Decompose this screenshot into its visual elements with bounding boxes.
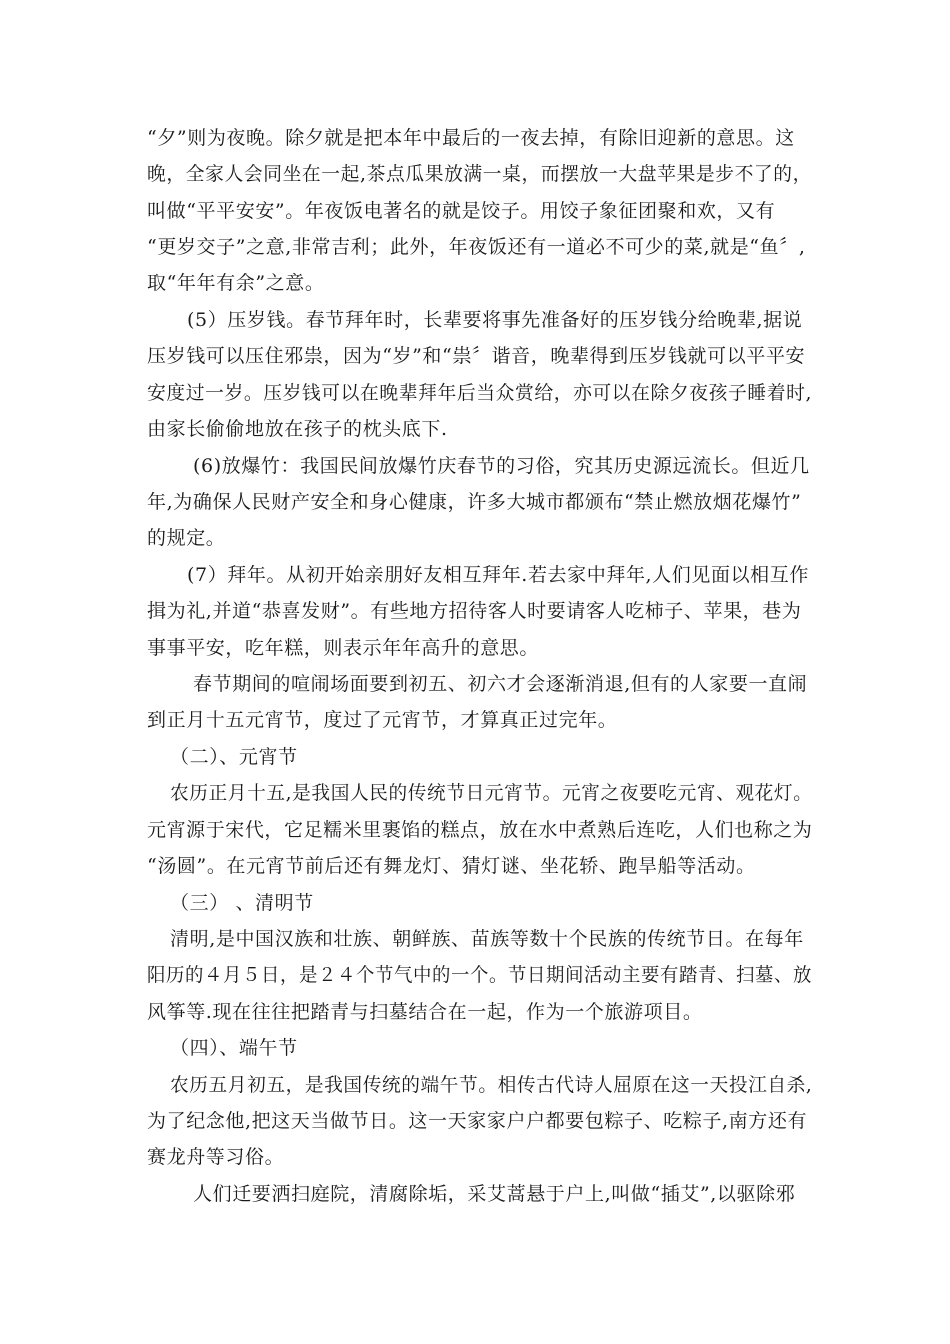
text-line: “汤圆”。在元宵节前后还有舞龙灯、猜灯谜、坐花轿、跑旱船等活动。 bbox=[147, 855, 756, 877]
text-line: “夕”则为夜晚。除夕就是把本年中最后的一夜去掉，有除旧迎新的意思。这 bbox=[147, 127, 795, 149]
paragraph-start: (5）压岁钱。春节拜年时，长辈要将事先准备好的压岁钱分给晚辈,据说 bbox=[187, 309, 803, 331]
paragraph-start: 春节期间的喧闹场面要到初五、初六才会逐渐消退,但有的人家要一直闹 bbox=[193, 673, 808, 695]
text-line: 取“年年有余”之意。 bbox=[147, 272, 325, 294]
text-line: 安度过一岁。压岁钱可以在晚辈拜年后当众赏给，亦可以在除夕夜孩子睡着时, bbox=[147, 382, 813, 404]
text-line: 阳历的４月５日，是２４个节气中的一个。节日期间活动主要有踏青、扫墓、放 bbox=[147, 964, 813, 986]
section-heading: （四）、端午节 bbox=[170, 1037, 298, 1059]
text-line: 事事平安，吃年糕，则表示年年高升的意思。 bbox=[147, 637, 540, 659]
section-heading: （二）、元宵节 bbox=[170, 746, 298, 768]
section-heading: （三） 、清明节 bbox=[170, 892, 314, 914]
paragraph-start: 农历五月初五，是我国传统的端午节。相传古代诗人屈原在这一天投江自杀, bbox=[170, 1074, 813, 1096]
text-line: 压岁钱可以压住邪祟，因为“岁”和“祟〞谐音，晚辈得到压岁钱就可以平平安 bbox=[147, 345, 806, 367]
text-line: 风筝等.现在往往把踏青与扫墓结合在一起，作为一个旅游项目。 bbox=[147, 1001, 703, 1023]
text-line: 的规定。 bbox=[147, 527, 226, 549]
text-line: 揖为礼,并道“恭喜发财”。有些地方招待客人时要请客人吃柿子、苹果，巷为 bbox=[147, 600, 802, 622]
text-line: 晚，全家人会同坐在一起,茶点瓜果放满一桌，而摆放一大盘苹果是步不了的， bbox=[147, 163, 813, 185]
text-line: 元宵源于宋代，它足糯米里裹馅的糕点，放在水中煮熟后连吃，人们也称之为 bbox=[147, 819, 813, 841]
text-line: 年,为确保人民财产安全和身心健康，许多大城市都颁布“禁止燃放烟花爆竹” bbox=[147, 491, 802, 513]
text-line: 为了纪念他,把这天当做节日。这一天家家户户都要包粽子、吃粽子,南方还有 bbox=[147, 1110, 808, 1132]
paragraph-start: 人们迁要洒扫庭院，清腐除垢，采艾蒿悬于户上,叫做“插艾”,以驱除邪 bbox=[193, 1183, 796, 1205]
text-line: 由家长偷偷地放在孩子的枕头底下. bbox=[147, 418, 448, 440]
paragraph-start: 农历正月十五,是我国人民的传统节日元宵节。元宵之夜要吃元宵、观花灯。 bbox=[170, 782, 813, 804]
paragraph-start: 清明,是中国汉族和壮族、朝鲜族、苗族等数十个民族的传统节日。在每年 bbox=[170, 928, 804, 950]
paragraph-start: (6)放爆竹：我国民间放爆竹庆春节的习俗，究其历史源远流长。但近几 bbox=[193, 455, 810, 477]
text-line: 叫做“平平安安”。年夜饭电著名的就是饺子。用饺子象征团聚和欢，又有 bbox=[147, 200, 776, 222]
paragraph-start: (7）拜年。从初开始亲朋好友相互拜年.若去家中拜年,人们见面以相互作 bbox=[187, 564, 809, 586]
text-line: 到正月十五元宵节，度过了元宵节，才算真正过完年。 bbox=[147, 709, 618, 731]
text-line: 赛龙舟等习俗。 bbox=[147, 1146, 285, 1168]
text-line: “更岁交子”之意,非常吉利；此外，年夜饭还有一道必不可少的菜,就是“鱼〞, bbox=[147, 236, 806, 258]
